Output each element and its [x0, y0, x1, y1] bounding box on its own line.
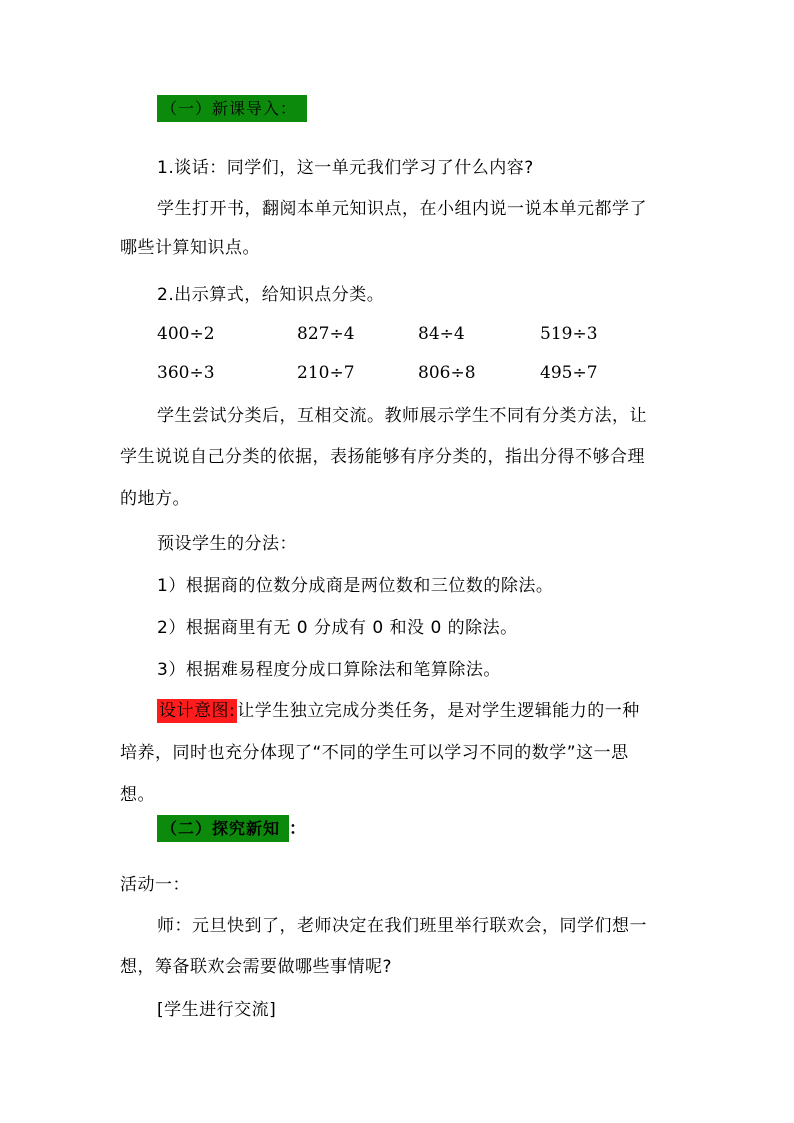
paragraph-classify-1: 学生尝试分类后，互相交流。教师展示学生不同有分类方法，让	[157, 406, 647, 426]
paragraph-activity-one: 活动一：	[120, 875, 190, 895]
expression: 360÷3	[157, 363, 215, 383]
expression: 210÷7	[297, 363, 355, 383]
paragraph-talk: 1.谈话：同学们，这一单元我们学习了什么内容?	[157, 158, 534, 178]
paragraph-open-book-2: 哪些计算知识点。	[120, 238, 260, 258]
expression: 400÷2	[157, 324, 215, 344]
paragraph-classify-2: 学生说说自己分类的依据，表扬能够有序分类的，指出分得不够合理	[120, 447, 645, 467]
section-heading-intro: （一）新课导入：	[157, 95, 307, 122]
design-intent-label: 设计意图:	[159, 701, 236, 721]
paragraph-design-intent-3: 想。	[120, 785, 155, 805]
list-item: 1）根据商的位数分成商是两位数和三位数的除法。	[157, 576, 554, 596]
design-intent-text: 让学生独立完成分类任务，是对学生逻辑能力的一种	[237, 701, 640, 721]
paragraph-design-intent-1	[157, 699, 640, 723]
section-heading-explore-colon: ：	[289, 819, 307, 839]
paragraph-open-book-1: 学生打开书，翻阅本单元知识点，在小组内说一说本单元都学了	[157, 199, 647, 219]
paragraph-preset-methods: 预设学生的分法：	[157, 534, 297, 554]
paragraph-teacher-1: 师：元旦快到了，老师决定在我们班里举行联欢会，同学们想一	[157, 916, 647, 936]
list-item: 2）根据商里有无 0 分成有 0 和没 0 的除法。	[157, 618, 518, 638]
expression: 519÷3	[540, 324, 598, 344]
list-item: 3）根据难易程度分成口算除法和笔算除法。	[157, 660, 501, 680]
paragraph-show-expressions: 2.出示算式，给知识点分类。	[157, 285, 385, 305]
expression: 806÷8	[418, 363, 476, 383]
section-heading-explore: （二）探究新知	[157, 815, 289, 842]
paragraph-student-exchange: [学生进行交流]	[157, 1000, 277, 1020]
paragraph-design-intent-2: 培养，同时也充分体现了“不同的学生可以学习不同的数学”这一思	[120, 743, 629, 763]
paragraph-teacher-2: 想，筹备联欢会需要做哪些事情呢?	[120, 957, 393, 977]
expression: 84÷4	[418, 324, 465, 344]
expression: 495÷7	[540, 363, 598, 383]
paragraph-classify-3: 的地方。	[120, 489, 190, 509]
expression: 827÷4	[297, 324, 355, 344]
